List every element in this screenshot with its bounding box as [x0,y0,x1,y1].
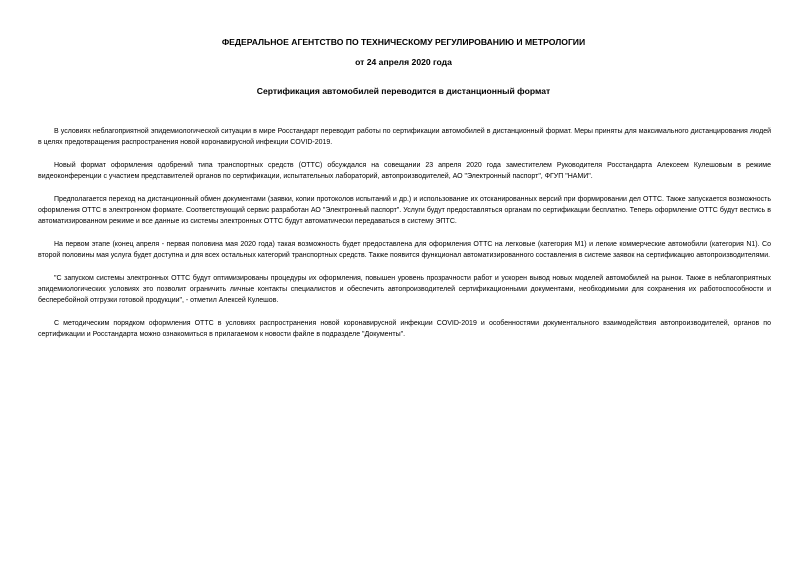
document-body [38,126,771,352]
paragraph-6: С методическим порядком оформления ОТТС в условиях распространения новой коронавирусной инфекции COVID-2019 и особенностями документального взаимодействия автопроизводителей, органов по сертификации и Росстандарта можно ознакомиться в прилагаемом к новости файле в подразделе "Документы". [38,320,771,338]
paragraph-2: Новый формат оформления одобрений типа транспортных средств (ОТТС) обсуждался на совещании 23 апреля 2020 года заместителем Руководителя Росстандарта Алексеем Кулешовым в режиме видеоконференции с участием представителей органов по сертификации, испытательных лабораторий, автопроизводителей, АО "Электронный паспорт", ФГУП "НАМИ". [38,162,771,180]
paragraph-1: В условиях неблагоприятной эпидемиологической ситуации в мире Росстандарт переводит работы по сертификации автомобилей в дистанционный формат. Меры приняты для максимального дистанцирования людей в целях предотвращения распространения новой коронавирусной инфекции COVID-2019. [38,128,771,146]
paragraph-5: "С запуском системы электронных ОТТС будут оптимизированы процедуры их оформления, повышен уровень прозрачности работ и ускорен вывод новых моделей автомобилей на рынок. Также в неблагоприятных эпидемиологических условиях это позволит ограничить личные контакты специалистов и обеспечить автопроизводителей сертификационными документами, необходимыми для сохранения их работоспособности и бесперебойной отгрузки готовой продукции", - отметил Алексей Кулешов. [38,275,771,304]
paragraph-4: На первом этапе (конец апреля - первая половина мая 2020 года) такая возможность будет предоставлена для оформления ОТТС на легковые (категория М1) и легкие коммерческие автомобили (категория N1). Со второй половины мая услуга будет доступна и для всех остальных категорий транспортных средств. Также появится функционал автоматизированного составления в системе заявок на сертификацию автопроизводителями. [38,241,771,259]
agency-heading: ФЕДЕРАЛЬНОЕ АГЕНТСТВО ПО ТЕХНИЧЕСКОМУ РЕГУЛИРОВАНИЮ И МЕТРОЛОГИИ [221,37,586,47]
document-title: Сертификация автомобилей переводится в дистанционный формат [256,86,551,96]
paragraph-3: Предполагается переход на дистанционный обмен документами (заявки, копии протоколов испытаний и др.) и использование их отсканированных версий при формировании дел ОТТС. Также запускается возможность оформления ОТТС в электронном формате. Соответствующий сервис разработан АО "Электронный паспорт". Услуги будут предоставляться органам по сертификации бесплатно. Теперь оформление ОТТС будут вестись в автоматизированном режиме и все данные из системы электронных ОТТС будут автоматически передаваться в систему ЭПТС. [38,196,771,225]
document-date: от 24 апреля 2020 года [355,57,452,67]
